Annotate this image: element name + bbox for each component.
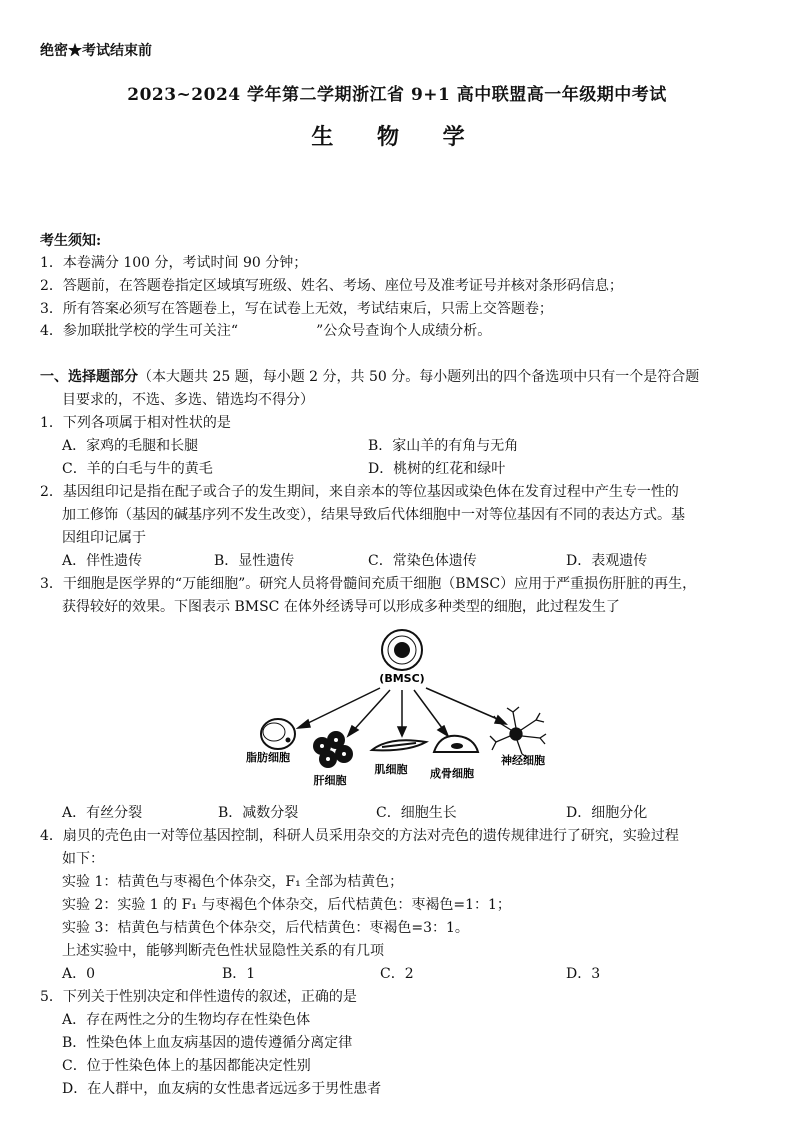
q4-question: 上述实验中，能够判断壳色性状显隐性关系的有几项: [62, 943, 384, 959]
q5-stem: 5．下列关于性别决定和伴性遗传的叙述，正确的是: [40, 989, 357, 1005]
bmsc-differentiation-diagram: [240, 628, 560, 798]
bmsc-cell-icon: [382, 630, 422, 670]
q3-line-2: 获得较好的效果。下图表示 BMSC 在体外经诱导可以形成多种类型的细胞，此过程发生了: [62, 599, 620, 615]
q1-stem: 1．下列各项属于相对性状的是: [40, 415, 231, 431]
q5-option-b: B．性染色体上血友病基因的遗传遵循分离定律: [62, 1035, 353, 1051]
q4-experiment-1: 实验 1：桔黄色与枣褐色个体杂交，F₁ 全部为桔黄色；: [62, 874, 404, 890]
bone-cell-icon: [434, 736, 478, 752]
bmsc-label: (BMSC): [379, 672, 425, 685]
q3-option-d: D．细胞分化: [566, 805, 648, 821]
notice-item-1: 1．本卷满分 100 分，考试时间 90 分钟；: [40, 255, 308, 271]
q2-option-b: B．显性遗传: [214, 553, 295, 569]
muscle-cell-label: 肌细胞: [374, 763, 408, 776]
q1-option-c: C．羊的白毛与牛的黄毛: [62, 461, 213, 477]
q1-option-d: D．桃树的红花和绿叶: [368, 461, 506, 477]
liver-cell-label: 肝细胞: [313, 774, 347, 787]
q2-line-1: 2．基因组印记是指在配子或合子的发生期间，来自亲本的等位基因或染色体在发育过程中产生专一性的: [40, 484, 679, 500]
notice-item-4-prefix: 4．参加联批学校的学生可关注“: [40, 323, 239, 339]
notice-item-4-suffix: ”公众号查询个人成绩分析。: [316, 323, 492, 339]
q5-option-d: D．在人群中，血友病的女性患者远远多于男性患者: [62, 1081, 382, 1097]
notice-item-2: 2．答题前，在答题卷指定区域填写班级、姓名、考场、座位号及准考证号并核对条形码信息；: [40, 278, 623, 294]
arrows: [298, 688, 506, 736]
q3-line-1: 3．干细胞是医学界的“万能细胞”。研究人员将骨髓间充质干细胞（BMSC）应用于严重损伤肝脏的再生，: [40, 576, 697, 592]
nerve-cell-icon: [490, 707, 546, 758]
section-intro-line-2: 目要求的，不选、多选、错选均不得分）: [62, 392, 314, 408]
secret-mark: 绝密★考试结束前: [40, 43, 152, 59]
notice-heading: 考生须知:: [40, 233, 102, 249]
q4-line-2: 如下：: [62, 851, 104, 867]
q2-option-d: D．表观遗传: [566, 553, 648, 569]
notice-item-3: 3．所有答案必须写在答题卷上，写在试卷上无效，考试结束后，只需上交答题卷；: [40, 301, 553, 317]
q4-line-1: 4．扇贝的壳色由一对等位基因控制，科研人员采用杂交的方法对壳色的遗传规律进行了研究，实验过程: [40, 828, 679, 844]
q4-option-a: A．0: [62, 966, 96, 982]
q2-line-2: 加工修饰（基因的碱基序列不发生改变），结果导致后代体细胞中一对等位基因有不同的表达方式。基: [62, 507, 685, 523]
bone-cell-label: 成骨细胞: [430, 767, 474, 780]
q4-option-d: D．3: [566, 966, 601, 982]
section-intro-line-1: （本大题共 25 题，每小题 2 分，共 50 分。每小题列出的四个备选项中只有一个是符合题: [138, 369, 700, 385]
fat-cell-icon: [261, 719, 295, 749]
subject-title: 生 物 学: [311, 124, 483, 150]
nerve-cell-label: 神经细胞: [501, 754, 545, 767]
q3-option-a: A．有丝分裂: [62, 805, 143, 821]
section-intro: [40, 368, 699, 386]
q2-option-a: A．伴性遗传: [62, 553, 143, 569]
q4-option-b: B．1: [222, 966, 256, 982]
q2-line-3: 因组印记属于: [62, 530, 146, 546]
exam-title: 2023~2024 学年第二学期浙江省 9+1 高中联盟高一年级期中考试: [127, 85, 667, 105]
q3-option-c: C．细胞生长: [376, 805, 457, 821]
section-heading: 一、选择题部分: [40, 369, 138, 385]
q3-option-b: B．减数分裂: [218, 805, 299, 821]
q5-option-c: C．位于性染色体上的基因都能决定性别: [62, 1058, 311, 1074]
q4-experiment-3: 实验 3：桔黄色与桔黄色个体杂交，后代桔黄色：枣褐色=3：1。: [62, 920, 469, 936]
q5-option-a: A．存在两性之分的生物均存在性染色体: [62, 1012, 311, 1028]
q1-option-a: A．家鸡的毛腿和长腿: [62, 438, 199, 454]
fat-cell-label: 脂肪细胞: [246, 751, 290, 764]
q1-option-b: B．家山羊的有角与无角: [368, 438, 519, 454]
muscle-cell-icon: [372, 740, 426, 750]
q4-experiment-2: 实验 2：实验 1 的 F₁ 与枣褐色个体杂交，后代桔黄色：枣褐色=1：1；: [62, 897, 511, 913]
notice-item-4: [40, 322, 491, 340]
q4-option-c: C．2: [380, 966, 414, 982]
q2-option-c: C．常染色体遗传: [368, 553, 477, 569]
